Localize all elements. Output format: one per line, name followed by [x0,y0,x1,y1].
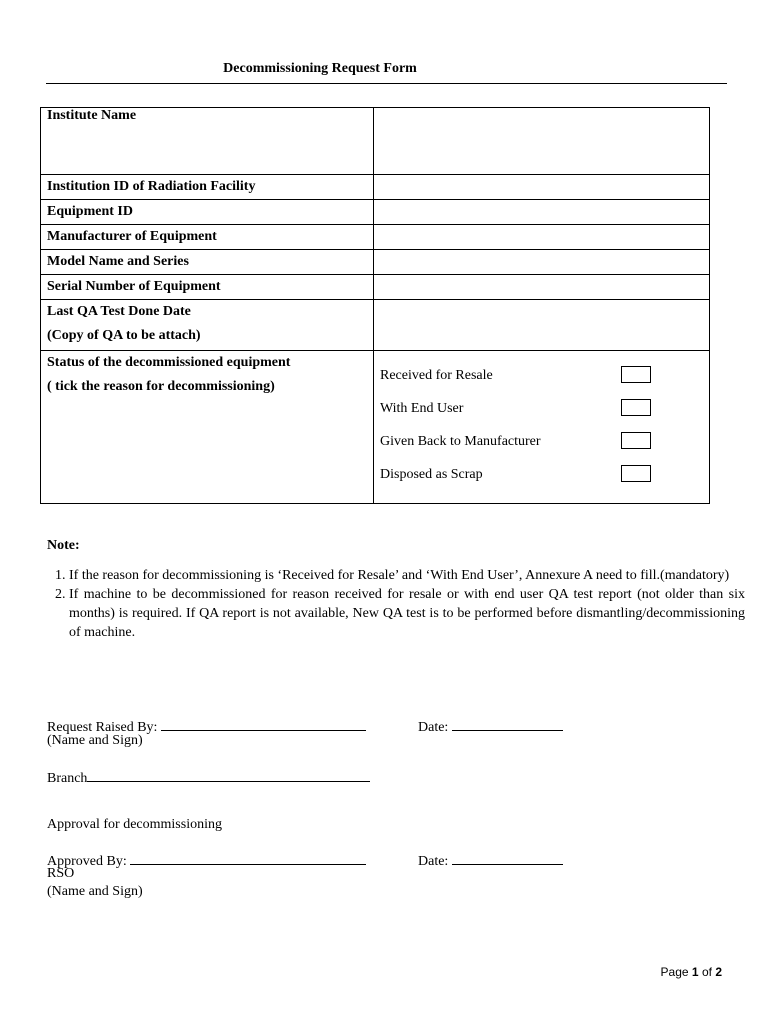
option-label: Given Back to Manufacturer [380,434,541,449]
last-qa-label-line1: Last QA Test Done Date [47,304,191,319]
branch-label: Branch [47,771,88,786]
title-divider [46,83,727,84]
status-label [41,351,374,504]
note-item: 1. If the reason for decommissioning is ‘Received for Resale’ and ‘With End User’, Annexure A need to fill.(mandatory) [69,566,745,585]
page-total: 2 [715,965,722,979]
approved-by-line[interactable] [130,850,366,865]
status-label-line2: ( tick the reason for decommissioning) [47,379,275,394]
last-qa-label [41,300,374,351]
equipment-id-label: Equipment ID [41,200,374,225]
last-qa-field[interactable] [374,300,710,351]
model-label: Model Name and Series [41,250,374,275]
option-checkbox[interactable] [621,366,651,383]
approval-date-line[interactable] [452,850,563,865]
page-prefix: Page [660,965,689,979]
rso-label: RSO [47,866,75,881]
note-list [45,566,745,642]
status-options-cell [374,351,710,504]
page-of: of [701,965,712,979]
note-item: 2. If machine to be decommissioned for reason received for resale or with end user QA test report (not older than six months) is required. If QA report is not available, New QA test is to be performed before dismantling/decommissioning of machine. [69,585,745,642]
status-option [380,392,703,425]
option-label: Received for Resale [380,368,493,383]
name-and-sign-label: (Name and Sign) [47,884,143,899]
option-checkbox[interactable] [621,465,651,482]
serial-field[interactable] [374,275,710,300]
status-option [380,425,703,458]
equipment-id-field[interactable] [374,200,710,225]
branch-row [47,767,370,787]
institution-id-field[interactable] [374,175,710,200]
request-raised-by-line[interactable] [161,716,366,731]
form-title: Decommissioning Request Form [223,61,417,76]
serial-label: Serial Number of Equipment [41,275,374,300]
option-label: Disposed as Scrap [380,467,483,482]
status-option [380,458,703,491]
approval-date-row [418,850,563,870]
approved-by-row [47,850,366,870]
last-qa-label-line2: (Copy of QA to be attach) [47,328,201,343]
manufacturer-field[interactable] [374,225,710,250]
table-row [41,351,710,504]
table-row [41,250,710,275]
institute-name-field[interactable] [374,108,710,175]
institute-name-label: Institute Name [41,108,374,175]
branch-line[interactable] [87,767,370,782]
note-heading: Note: [47,538,80,553]
table-row [41,200,710,225]
table-row [41,225,710,250]
name-and-sign-label: (Name and Sign) [47,733,143,748]
table-row [41,175,710,200]
request-date-row [418,716,563,736]
approval-heading: Approval for decommissioning [47,817,222,832]
page-current: 1 [691,965,699,979]
option-label: With End User [380,401,464,416]
date-label: Date: [418,854,449,869]
table-row [41,300,710,351]
model-field[interactable] [374,250,710,275]
request-form-table [40,107,710,504]
table-row [41,108,710,175]
request-raised-by-label: Request Raised By: [47,720,158,735]
status-label-line1: Status of the decommissioned equipment [47,355,291,370]
institution-id-label: Institution ID of Radiation Facility [41,175,374,200]
table-row [41,275,710,300]
option-checkbox[interactable] [621,399,651,416]
page-number [661,965,722,979]
date-label: Date: [418,720,449,735]
approved-by-label: Approved By: [47,854,127,869]
manufacturer-label: Manufacturer of Equipment [41,225,374,250]
option-checkbox[interactable] [621,432,651,449]
status-option [380,359,703,392]
request-date-line[interactable] [452,716,563,731]
